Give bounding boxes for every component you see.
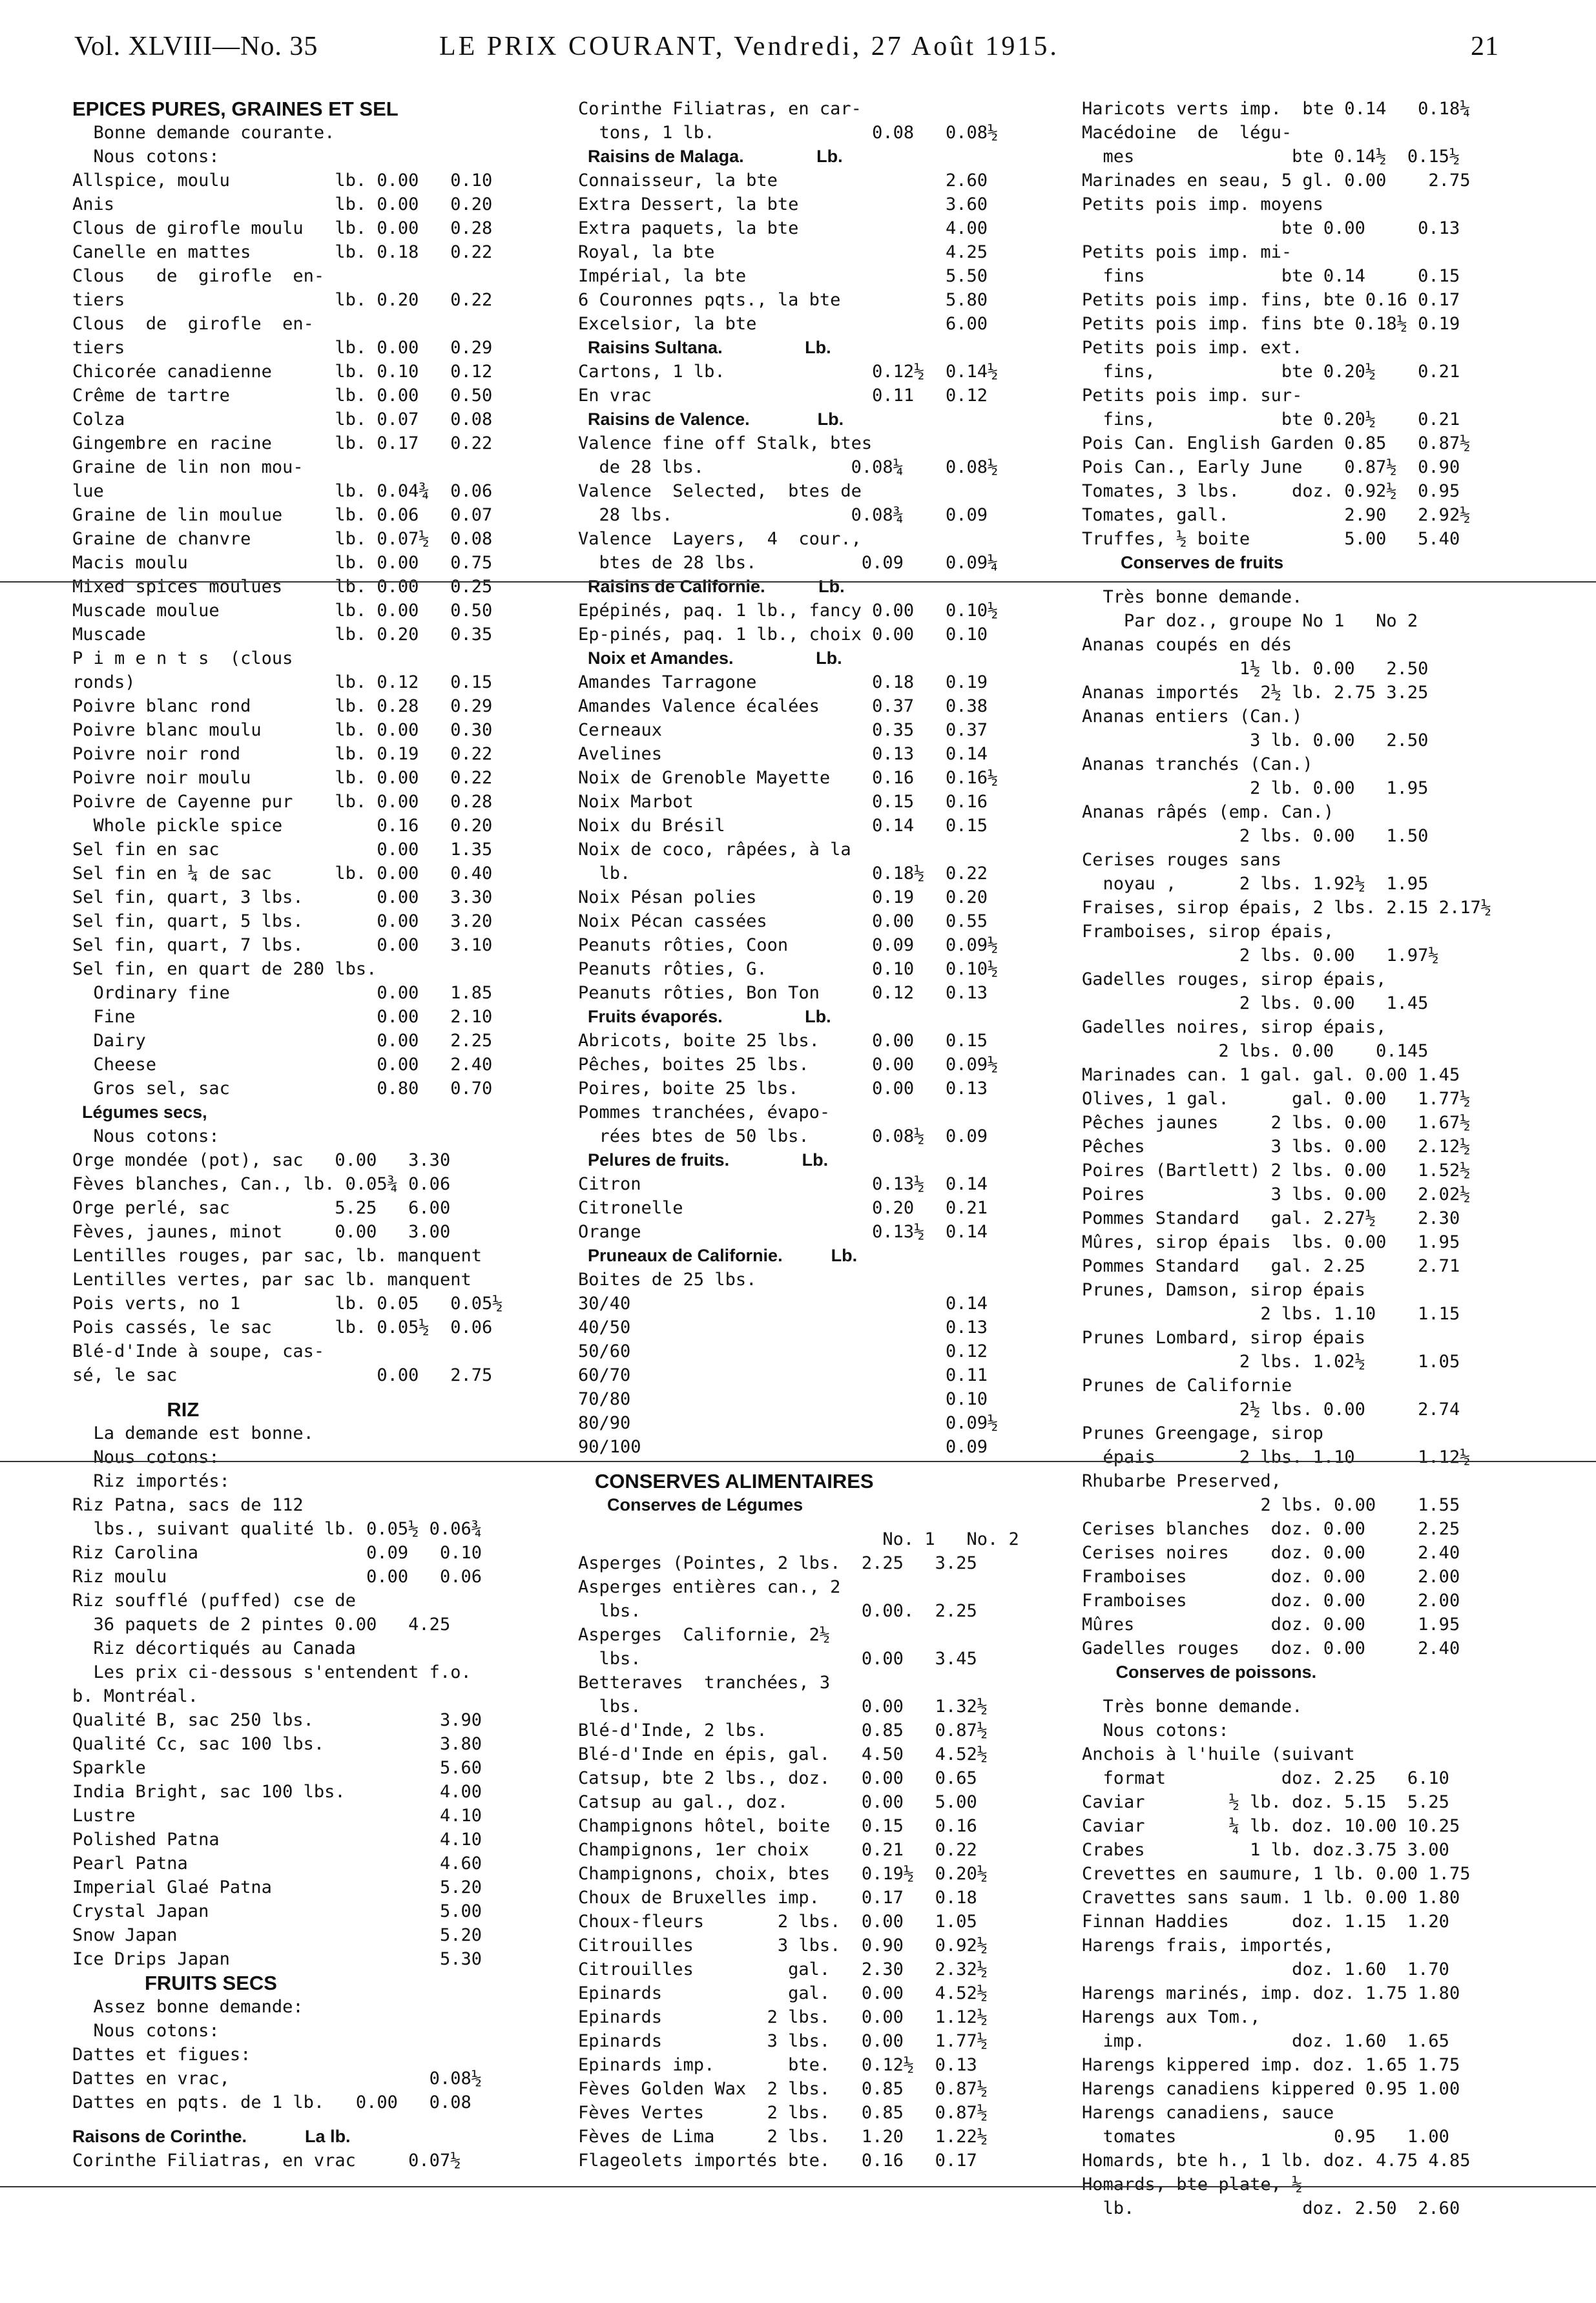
- volume-info: Vol. XLVIII—No. 35: [74, 32, 318, 61]
- price-line: Noix du Brésil 0.14 0.15: [578, 816, 988, 836]
- price-line: Prunes Greengage, sirop: [1082, 1423, 1323, 1443]
- price-line: Nous cotons:: [72, 1126, 220, 1146]
- price-line: Noix de coco, râpées, à la: [578, 840, 851, 860]
- price-line: 2 lbs. 0.00 1.55: [1082, 1495, 1460, 1515]
- price-line: Ananas tranchés (Can.): [1082, 754, 1313, 774]
- price-line: Betteraves tranchées, 3: [578, 1673, 831, 1693]
- price-line: Caviar ¼ lb. doz. 10.00 10.25: [1082, 1816, 1460, 1836]
- price-line: Harengs canadiens kippered 0.95 1.00: [1082, 2079, 1460, 2099]
- price-line: Marinades en seau, 5 gl. 0.00 2.75: [1082, 170, 1471, 191]
- price-line: Gingembre en racine lb. 0.17 0.22: [72, 433, 493, 453]
- price-line: Champignons, 1er choix 0.21 0.22: [578, 1840, 977, 1860]
- price-line: India Bright, sac 100 lbs. 4.00: [72, 1782, 482, 1802]
- price-line: Finnan Haddies doz. 1.15 1.20: [1082, 1912, 1449, 1932]
- price-line: Riz soufflé (puffed) cse de: [72, 1591, 356, 1611]
- price-line: de 28 lbs. 0.08¼ 0.08½: [578, 457, 999, 477]
- price-line: Fèves Vertes 2 lbs. 0.85 0.87½: [578, 2103, 988, 2123]
- price-line: Crystal Japan 5.00: [72, 1901, 482, 1921]
- price-line: Flageolets importés bte. 0.16 0.17: [578, 2151, 977, 2171]
- price-line: lbs. 0.00 3.45: [578, 1649, 977, 1669]
- price-line: Ananas râpés (emp. Can.): [1082, 802, 1334, 822]
- price-line: Sel fin en sac 0.00 1.35: [72, 840, 493, 860]
- spacer: [578, 1517, 1082, 1527]
- price-line: Riz Patna, sacs de 112: [72, 1495, 304, 1515]
- price-line: Peanuts rôties, Bon Ton 0.12 0.13: [578, 983, 988, 1003]
- price-line: ronds) lb. 0.12 0.15: [72, 672, 493, 692]
- section-heading: Pruneaux de Californie. Lb.: [578, 1246, 858, 1265]
- price-line: Noix de Grenoble Mayette 0.16 0.16½: [578, 768, 999, 788]
- price-line: Harengs frais, importés,: [1082, 1936, 1334, 1956]
- price-line: Pois Can., Early June 0.87½ 0.90: [1082, 457, 1460, 477]
- price-line: Citron 0.13½ 0.14: [578, 1174, 988, 1194]
- price-line: noyau , 2 lbs. 1.92½ 1.95: [1082, 874, 1429, 894]
- price-line: Fèves, jaunes, minot 0.00 3.00: [72, 1222, 451, 1242]
- price-line: Clous de girofle en-: [72, 314, 314, 334]
- price-line: Poivre noir rond lb. 0.19 0.22: [72, 744, 493, 764]
- price-line: Fèves blanches, Can., lb. 0.05¾ 0.06: [72, 1174, 451, 1194]
- price-column-3: [1082, 97, 1592, 2220]
- price-line: Homards, bte plate, ½: [1082, 2174, 1303, 2195]
- price-line: Ananas entiers (Can.): [1082, 707, 1303, 727]
- price-line: Mûres, sirop épais lbs. 0.00 1.95: [1082, 1232, 1460, 1252]
- spacer: [72, 1387, 576, 1398]
- price-line: Fine 0.00 2.10: [72, 1007, 493, 1027]
- price-line: Corinthe Filiatras, en car-: [578, 99, 862, 119]
- price-line: Poivre de Cayenne pur lb. 0.00 0.28: [72, 792, 493, 812]
- price-line: Cravettes sans saum. 1 lb. 0.00 1.80: [1082, 1888, 1460, 1908]
- price-line: Ordinary fine 0.00 1.85: [72, 983, 493, 1003]
- section-heading: Raisins de Malaga. Lb.: [578, 147, 843, 166]
- price-line: Polished Patna 4.10: [72, 1830, 482, 1850]
- price-line: 1½ lb. 0.00 2.50: [1082, 659, 1429, 679]
- price-line: 60/70 0.11: [578, 1365, 988, 1385]
- price-line: Anis lb. 0.00 0.20: [72, 194, 493, 214]
- price-line: Sparkle 5.60: [72, 1758, 482, 1778]
- price-line: Cartons, 1 lb. 0.12½ 0.14½: [578, 362, 999, 382]
- price-line: Chicorée canadienne lb. 0.10 0.12: [72, 362, 493, 382]
- price-line: Epinards gal. 0.00 4.52½: [578, 1983, 988, 2003]
- price-line: lb. doz. 2.50 2.60: [1082, 2198, 1460, 2218]
- price-column-2: [578, 97, 1082, 2173]
- price-line: Extra paquets, la bte 4.00: [578, 218, 988, 238]
- price-line: fins bte 0.14 0.15: [1082, 266, 1460, 286]
- price-line: Riz Carolina 0.09 0.10: [72, 1543, 482, 1563]
- price-line: Harengs canadiens, sauce: [1082, 2103, 1334, 2123]
- section-heading: Raisins de Valence. Lb.: [578, 409, 844, 429]
- price-line: Fèves Golden Wax 2 lbs. 0.85 0.87½: [578, 2079, 988, 2099]
- price-line: 28 lbs. 0.08¾ 0.09: [578, 505, 988, 525]
- price-line: Par doz., groupe No 1 No 2: [1082, 611, 1418, 631]
- price-line: Petits pois imp. mi-: [1082, 242, 1292, 262]
- price-line: 80/90 0.09½: [578, 1413, 999, 1433]
- price-line: Champignons hôtel, boite 0.15 0.16: [578, 1816, 977, 1836]
- price-line: Dattes et figues:: [72, 2045, 251, 2065]
- price-line: 3 lb. 0.00 2.50: [1082, 730, 1429, 750]
- price-line: Clous de girofle en-: [72, 266, 325, 286]
- price-line: Valence Layers, 4 cour.,: [578, 529, 862, 549]
- price-line: Noix Pésan polies 0.19 0.20: [578, 887, 988, 907]
- price-line: Dattes en pqts. de 1 lb. 0.00 0.08: [72, 2092, 472, 2112]
- section-heading: CONSERVES ALIMENTAIRES: [578, 1470, 874, 1492]
- price-line: Muscade lb. 0.20 0.35: [72, 625, 493, 645]
- price-line: Rhubarbe Preserved,: [1082, 1471, 1281, 1491]
- price-line: fins, bte 0.20½ 0.21: [1082, 409, 1460, 429]
- price-line: Graine de lin moulue lb. 0.06 0.07: [72, 505, 493, 525]
- price-line: lb. 0.18½ 0.22: [578, 863, 988, 883]
- price-line: lbs., suivant qualité lb. 0.05½ 0.06¾: [72, 1519, 482, 1539]
- price-line: Cerises blanches doz. 0.00 2.25: [1082, 1519, 1460, 1539]
- price-line: Choux de Bruxelles imp. 0.17 0.18: [578, 1888, 977, 1908]
- price-line: Poires, boite 25 lbs. 0.00 0.13: [578, 1079, 988, 1099]
- price-line: No. 1 No. 2: [578, 1529, 1019, 1549]
- price-line: 2 lbs. 1.10 1.15: [1082, 1304, 1460, 1324]
- price-line: Allspice, moulu lb. 0.00 0.10: [72, 170, 493, 191]
- horizontal-rule: [0, 1461, 1596, 1462]
- price-line: Petits pois imp. fins bte 0.18½ 0.19: [1082, 314, 1460, 334]
- price-line: Nous cotons:: [1082, 1720, 1229, 1740]
- price-line: Epépinés, paq. 1 lb., fancy 0.00 0.10½: [578, 601, 999, 621]
- price-line: imp. doz. 1.60 1.65: [1082, 2031, 1449, 2051]
- price-line: Orge perlé, sac 5.25 6.00: [72, 1198, 451, 1218]
- price-line: Avelines 0.13 0.14: [578, 744, 988, 764]
- price-line: Pêches 3 lbs. 0.00 2.12½: [1082, 1137, 1471, 1157]
- price-line: lbs. 0.00. 2.25: [578, 1601, 977, 1621]
- price-line: Ananas importés 2½ lb. 2.75 3.25: [1082, 683, 1429, 703]
- price-line: lue lb. 0.04¾ 0.06: [72, 481, 493, 501]
- price-line: Fèves de Lima 2 lbs. 1.20 1.22½: [578, 2127, 988, 2147]
- price-line: Valence Selected, btes de: [578, 481, 862, 501]
- price-line: b. Montréal.: [72, 1686, 199, 1706]
- price-line: Pommes tranchées, évapo-: [578, 1102, 831, 1122]
- price-line: Choux-fleurs 2 lbs. 0.00 1.05: [578, 1912, 977, 1932]
- price-line: Amandes Valence écalées 0.37 0.38: [578, 696, 988, 716]
- price-line: Les prix ci-dessous s'entendent f.o.: [72, 1662, 472, 1682]
- price-line: 2 lbs. 0.00 1.50: [1082, 826, 1429, 846]
- price-line: 70/80 0.10: [578, 1389, 988, 1409]
- price-line: tiers lb. 0.20 0.22: [72, 290, 493, 310]
- price-line: Ice Drips Japan 5.30: [72, 1949, 482, 1969]
- price-line: 2 lbs. 1.02½ 1.05: [1082, 1352, 1460, 1372]
- section-heading: RIZ: [72, 1398, 200, 1421]
- price-line: Homards, bte h., 1 lb. doz. 4.75 4.85: [1082, 2151, 1471, 2171]
- price-line: sé, le sac 0.00 2.75: [72, 1365, 493, 1385]
- price-line: Nous cotons:: [72, 1447, 220, 1467]
- horizontal-rule: [0, 2186, 1596, 2187]
- price-line: Amandes Tarragone 0.18 0.19: [578, 672, 988, 692]
- spacer: [1082, 1684, 1592, 1695]
- price-line: 50/60 0.12: [578, 1341, 988, 1361]
- price-line: Cerises rouges sans: [1082, 850, 1281, 870]
- section-heading: Raisins Sultana. Lb.: [578, 338, 831, 357]
- price-line: Sel fin, en quart de 280 lbs.: [72, 959, 377, 979]
- price-line: Mixed spices moulues lb. 0.00 0.25: [72, 577, 493, 597]
- price-line: Sel fin, quart, 3 lbs. 0.00 3.30: [72, 887, 493, 907]
- price-line: Excelsior, la bte 6.00: [578, 314, 988, 334]
- price-line: Crevettes en saumure, 1 lb. 0.00 1.75: [1082, 1864, 1471, 1884]
- price-line: Graine de chanvre lb. 0.07½ 0.08: [72, 529, 493, 549]
- price-line: Harengs kippered imp. doz. 1.65 1.75: [1082, 2055, 1460, 2075]
- page-number: 21: [1471, 32, 1499, 61]
- price-line: Extra Dessert, la bte 3.60: [578, 194, 988, 214]
- price-line: Harengs marinés, imp. doz. 1.75 1.80: [1082, 1983, 1460, 2003]
- price-line: Bonne demande courante.: [72, 123, 335, 143]
- price-line: Pommes Standard gal. 2.27½ 2.30: [1082, 1208, 1460, 1228]
- price-line: Abricots, boite 25 lbs. 0.00 0.15: [578, 1031, 988, 1051]
- price-line: Muscade moulue lb. 0.00 0.50: [72, 601, 493, 621]
- price-line: Pommes Standard gal. 2.25 2.71: [1082, 1256, 1460, 1276]
- price-line: Sel fin, quart, 5 lbs. 0.00 3.20: [72, 911, 493, 931]
- price-line: Petits pois imp. moyens: [1082, 194, 1323, 214]
- section-heading: Pelures de fruits. Lb.: [578, 1150, 829, 1170]
- price-line: Poires (Bartlett) 2 lbs. 0.00 1.52½: [1082, 1161, 1471, 1181]
- price-line: Crême de tartre lb. 0.00 0.50: [72, 386, 493, 406]
- price-line: format doz. 2.25 6.10: [1082, 1768, 1449, 1788]
- price-line: Blé-d'Inde, 2 lbs. 0.85 0.87½: [578, 1720, 988, 1740]
- price-line: Framboises doz. 0.00 2.00: [1082, 1591, 1460, 1611]
- price-line: Noix Pécan cassées 0.00 0.55: [578, 911, 988, 931]
- price-line: Caviar ½ lb. doz. 5.15 5.25: [1082, 1792, 1449, 1812]
- price-line: Orange 0.13½ 0.14: [578, 1222, 988, 1242]
- price-line: Olives, 1 gal. gal. 0.00 1.77½: [1082, 1089, 1471, 1109]
- price-line: Pois Can. English Garden 0.85 0.87½: [1082, 433, 1471, 453]
- spacer: [1082, 575, 1592, 585]
- price-line: Epinards 2 lbs. 0.00 1.12½: [578, 2007, 988, 2027]
- price-line: Lustre 4.10: [72, 1806, 482, 1826]
- price-line: Clous de girofle moulu lb. 0.00 0.28: [72, 218, 493, 238]
- price-line: Macis moulu lb. 0.00 0.75: [72, 553, 493, 573]
- price-line: tons, 1 lb. 0.08 0.08½: [578, 123, 999, 143]
- price-line: Pois verts, no 1 lb. 0.05 0.05½: [72, 1294, 503, 1314]
- price-line: Epinards 3 lbs. 0.00 1.77½: [578, 2031, 988, 2051]
- price-line: Poivre noir moulu lb. 0.00 0.22: [72, 768, 493, 788]
- price-line: rées btes de 50 lbs. 0.08½ 0.09: [578, 1126, 988, 1146]
- price-line: Mûres doz. 0.00 1.95: [1082, 1615, 1460, 1635]
- price-line: Champignons, choix, btes 0.19½ 0.20½: [578, 1864, 988, 1884]
- price-line: Pearl Patna 4.60: [72, 1854, 482, 1874]
- price-line: 2 lbs. 0.00 0.145: [1082, 1041, 1429, 1061]
- price-line: Corinthe Filiatras, en vrac 0.07½: [72, 2151, 461, 2171]
- price-line: P i m e n t s (clous: [72, 648, 293, 668]
- price-line: Petits pois imp. sur-: [1082, 386, 1303, 406]
- price-line: Poivre blanc rond lb. 0.28 0.29: [72, 696, 493, 716]
- price-line: 36 paquets de 2 pintes 0.00 4.25: [72, 1615, 451, 1635]
- price-line: Royal, la bte 4.25: [578, 242, 988, 262]
- price-line: 6 Couronnes pqts., la bte 5.80: [578, 290, 988, 310]
- price-line: tiers lb. 0.00 0.29: [72, 338, 493, 358]
- price-line: La demande est bonne.: [72, 1423, 314, 1443]
- price-line: Colza lb. 0.07 0.08: [72, 409, 493, 429]
- price-line: Poivre blanc moulu lb. 0.00 0.30: [72, 720, 493, 740]
- price-line: Connaisseur, la bte 2.60: [578, 170, 988, 191]
- price-line: Ep-pinés, paq. 1 lb., choix 0.00 0.10: [578, 625, 988, 645]
- price-line: Cheese 0.00 2.40: [72, 1055, 493, 1075]
- price-line: Framboises, sirop épais,: [1082, 922, 1334, 942]
- price-line: Qualité B, sac 250 lbs. 3.90: [72, 1710, 482, 1730]
- section-heading: Raisins de Californie. Lb.: [578, 577, 845, 596]
- section-heading: Conserves de poissons.: [1082, 1662, 1317, 1682]
- price-line: Ananas coupés en dés: [1082, 635, 1292, 655]
- section-heading: Noix et Amandes. Lb.: [578, 648, 842, 668]
- price-line: Qualité Cc, sac 100 lbs. 3.80: [72, 1734, 482, 1754]
- price-line: bte 0.00 0.13: [1082, 218, 1460, 238]
- price-line: Crabes 1 lb. doz.3.75 3.00: [1082, 1840, 1449, 1860]
- price-line: Cerneaux 0.35 0.37: [578, 720, 988, 740]
- section-heading: FRUITS SECS: [72, 1972, 277, 1994]
- price-line: Gadelles rouges, sirop épais,: [1082, 969, 1387, 989]
- price-line: Anchois à l'huile (suivant: [1082, 1744, 1355, 1764]
- price-line: Citrouilles 3 lbs. 0.90 0.92½: [578, 1936, 988, 1956]
- price-line: Nous cotons:: [72, 2021, 220, 2041]
- price-line: mes bte 0.14½ 0.15½: [1082, 147, 1460, 167]
- price-line: lbs. 0.00 1.32½: [578, 1697, 988, 1717]
- price-line: Canelle en mattes lb. 0.18 0.22: [72, 242, 493, 262]
- price-line: Pêches jaunes 2 lbs. 0.00 1.67½: [1082, 1113, 1471, 1133]
- price-line: Sel fin en ¼ de sac lb. 0.00 0.40: [72, 863, 493, 883]
- price-line: Gadelles rouges doz. 0.00 2.40: [1082, 1638, 1460, 1658]
- price-line: Dattes en vrac, 0.08½: [72, 2069, 482, 2089]
- price-line: 90/100 0.09: [578, 1437, 988, 1457]
- section-heading: Légumes secs,: [72, 1102, 207, 1122]
- price-line: Prunes de Californie: [1082, 1376, 1292, 1396]
- price-line: Cerises noires doz. 0.00 2.40: [1082, 1543, 1460, 1563]
- price-line: Riz décortiqués au Canada: [72, 1638, 356, 1658]
- price-line: 2½ lbs. 0.00 2.74: [1082, 1399, 1460, 1420]
- price-line: Asperges (Pointes, 2 lbs. 2.25 3.25: [578, 1553, 977, 1573]
- price-line: Lentilles rouges, par sac, lb. manquent: [72, 1246, 482, 1266]
- price-line: Tomates, gall. 2.90 2.92½: [1082, 505, 1471, 525]
- price-line: Petits pois imp. fins, bte 0.16 0.17: [1082, 290, 1460, 310]
- price-line: 2 lb. 0.00 1.95: [1082, 778, 1429, 798]
- price-line: Catsup, bte 2 lbs., doz. 0.00 0.65: [578, 1768, 977, 1788]
- price-line: Impérial, la bte 5.50: [578, 266, 988, 286]
- price-line: 2 lbs. 0.00 1.45: [1082, 993, 1429, 1013]
- price-line: Blé-d'Inde en épis, gal. 4.50 4.52½: [578, 1744, 988, 1764]
- price-line: Harengs aux Tom.,: [1082, 2007, 1261, 2027]
- price-line: Marinades can. 1 gal. gal. 0.00 1.45: [1082, 1065, 1460, 1085]
- price-line: Gros sel, sac 0.80 0.70: [72, 1079, 493, 1099]
- price-column-1: [72, 97, 576, 2173]
- price-line: Poires 3 lbs. 0.00 2.02½: [1082, 1184, 1471, 1204]
- section-heading: Raisons de Corinthe. La lb.: [72, 2127, 351, 2146]
- price-line: Nous cotons:: [72, 147, 220, 167]
- price-line: Framboises doz. 0.00 2.00: [1082, 1567, 1460, 1587]
- price-line: Epinards imp. bte. 0.12½ 0.13: [578, 2055, 977, 2075]
- price-line: Dairy 0.00 2.25: [72, 1031, 493, 1051]
- price-line: Fraises, sirop épais, 2 lbs. 2.15 2.17½: [1082, 898, 1491, 918]
- price-line: Citronelle 0.20 0.21: [578, 1198, 988, 1218]
- price-line: Petits pois imp. ext.: [1082, 338, 1303, 358]
- price-line: Très bonne demande.: [1082, 587, 1303, 607]
- price-line: Whole pickle spice 0.16 0.20: [72, 816, 493, 836]
- price-line: Haricots verts imp. bte 0.14 0.18¼: [1082, 99, 1471, 119]
- price-line: fins, bte 0.20½ 0.21: [1082, 362, 1460, 382]
- price-line: 2 lbs. 0.00 1.97½: [1082, 945, 1439, 966]
- price-line: épais 2 lbs. 1.10 1.12½: [1082, 1447, 1471, 1467]
- price-line: Sel fin, quart, 7 lbs. 0.00 3.10: [72, 935, 493, 955]
- price-line: Imperial Glaé Patna 5.20: [72, 1877, 482, 1897]
- price-line: tomates 0.95 1.00: [1082, 2127, 1449, 2147]
- price-line: Riz moulu 0.00 0.06: [72, 1567, 482, 1587]
- price-line: Macédoine de légu-: [1082, 123, 1292, 143]
- price-line: Citrouilles gal. 2.30 2.32½: [578, 1959, 988, 1979]
- price-line: Riz importés:: [72, 1471, 230, 1491]
- section-heading: Conserves de fruits: [1082, 553, 1284, 572]
- price-line: Prunes Lombard, sirop épais: [1082, 1328, 1365, 1348]
- price-line: 30/40 0.14: [578, 1294, 988, 1314]
- price-line: Peanuts rôties, Coon 0.09 0.09½: [578, 935, 999, 955]
- masthead: LE PRIX COURANT, Vendredi, 27 Août 1915.: [439, 32, 1059, 61]
- price-line: Lentilles vertes, par sac lb. manquent: [72, 1270, 472, 1290]
- price-line: btes de 28 lbs. 0.09 0.09¼: [578, 553, 999, 573]
- price-line: Boites de 25 lbs.: [578, 1270, 757, 1290]
- price-line: Valence fine off Stalk, btes: [578, 433, 873, 453]
- price-line: Asperges Californie, 2½: [578, 1625, 831, 1645]
- price-line: Noix Marbot 0.15 0.16: [578, 792, 988, 812]
- price-line: Tomates, 3 lbs. doz. 0.92½ 0.95: [1082, 481, 1460, 501]
- price-line: En vrac 0.11 0.12: [578, 386, 988, 406]
- price-line: Orge mondée (pot), sac 0.00 3.30: [72, 1150, 451, 1170]
- price-line: Pêches, boites 25 lbs. 0.00 0.09½: [578, 1055, 999, 1075]
- price-line: 40/50 0.13: [578, 1317, 988, 1337]
- section-heading: Fruits évaporés. Lb.: [578, 1007, 831, 1026]
- section-heading: Conserves de Légumes: [578, 1495, 803, 1514]
- price-line: Très bonne demande.: [1082, 1697, 1303, 1717]
- price-line: doz. 1.60 1.70: [1082, 1959, 1449, 1979]
- price-line: Catsup au gal., doz. 0.00 5.00: [578, 1792, 977, 1812]
- price-line: Peanuts rôties, G. 0.10 0.10½: [578, 959, 999, 979]
- price-line: Truffes, ½ boite 5.00 5.40: [1082, 529, 1460, 549]
- section-heading: EPICES PURES, GRAINES ET SEL: [72, 98, 399, 120]
- price-line: Prunes, Damson, sirop épais: [1082, 1280, 1365, 1300]
- price-line: Blé-d'Inde à soupe, cas-: [72, 1341, 325, 1361]
- price-line: Pois cassés, le sac lb. 0.05½ 0.06: [72, 1317, 493, 1337]
- price-line: Snow Japan 5.20: [72, 1925, 482, 1945]
- price-line: Asperges entières can., 2: [578, 1577, 841, 1597]
- price-line: Assez bonne demande:: [72, 1997, 304, 2017]
- horizontal-rule: [0, 581, 1596, 583]
- price-line: Gadelles noires, sirop épais,: [1082, 1017, 1387, 1037]
- price-line: Graine de lin non mou-: [72, 457, 304, 477]
- spacer: [72, 2114, 576, 2125]
